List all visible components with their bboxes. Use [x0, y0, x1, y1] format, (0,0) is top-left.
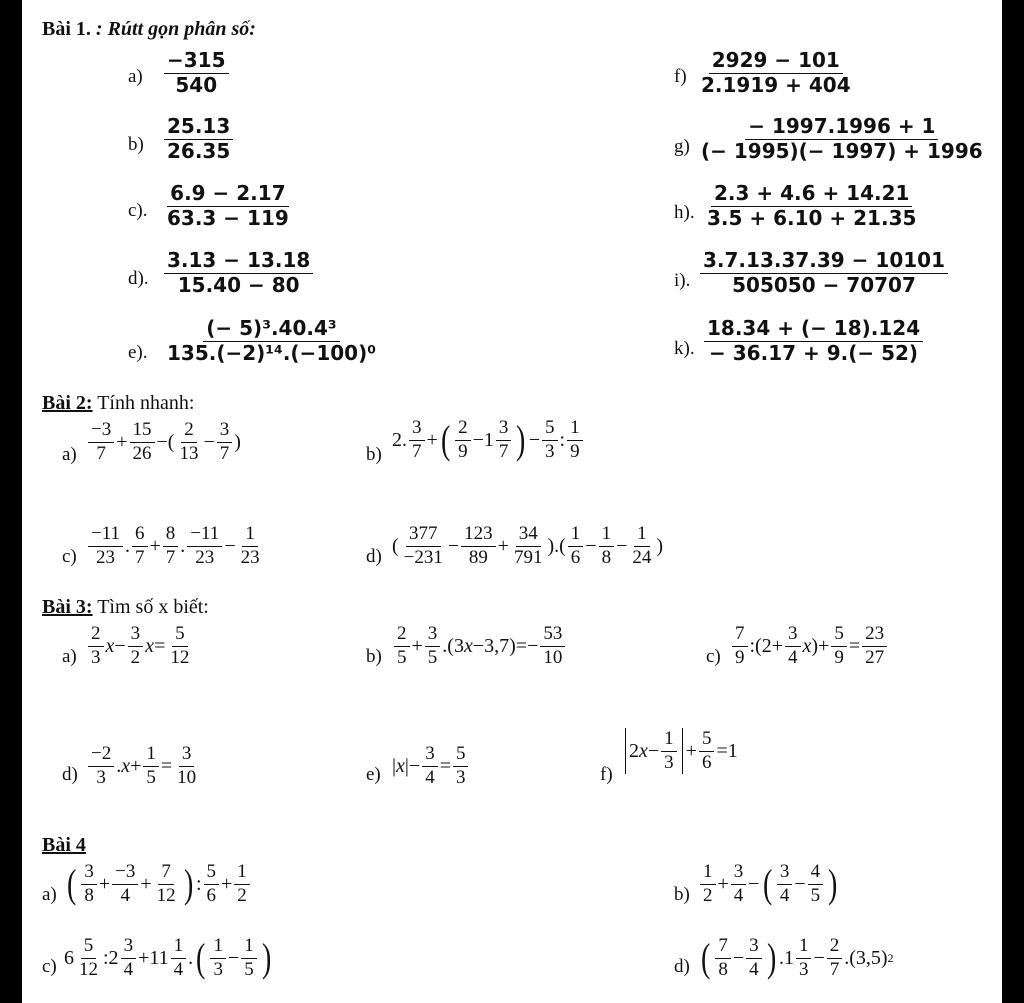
b1-fraction-e: $\frac{\text{(− 5)³.40.4³}}{\text{135.(−2)¹⁴.(−100)⁰}}$	[167, 316, 376, 365]
b3-heading: Bài 3: Tìm số x biết:	[42, 596, 209, 618]
b4-label-b: b)	[674, 884, 690, 905]
b1-fraction-f: $\frac{2929 - 101}{2.1919 + 404}$	[701, 48, 851, 97]
b4-expr-c: 6 $\frac{5}{12}$ :2 $\frac{3}{4}$ +11 $\frac{1}{4}$ . ( $\frac{1}{3}$ − $\frac{1}{5}$ )	[64, 935, 272, 981]
b3-expr-c: $\frac{7}{9}$ :(2+ $\frac{3}{4}$ x )+ $\frac{5}{9}$ = $\frac{23}{27}$	[730, 624, 889, 668]
b1-label-b: b)	[128, 134, 144, 155]
b2-heading: Bài 2: Tính nhanh:	[42, 392, 195, 414]
b4-expr-a: ( $\frac{3}{8}$ + $\frac{-3}{4}$ + $\frac{7}{12}$ ) : $\frac{5}{6}$ + $\frac{1}{2}$	[64, 862, 252, 906]
b3-label-e: e)	[366, 764, 381, 785]
b1-fraction-c: $\frac{6.9 - 2.17}{63.3 - 119}$	[167, 181, 289, 230]
b3-expr-b: $\frac{2}{5}$ + $\frac{3}{5}$ .(3 x −3,7)=− $\frac{53}{10}$	[392, 624, 567, 668]
b1-fraction-i: $\frac{3.7.13.37.39 - 10101}{505050 - 70707}$	[698, 250, 950, 296]
b1-label-e: e).	[128, 342, 148, 363]
b4-expr-b: $\frac{1}{2}$ + $\frac{3}{4}$ − ( $\frac{3}{4}$ − $\frac{4}{5}$ )	[698, 862, 841, 906]
b2-label-a: a)	[62, 444, 77, 465]
b3-label-b: b)	[366, 646, 382, 667]
b4-expr-d: ( $\frac{7}{8}$ − $\frac{3}{4}$ ) .1 $\frac{1}{3}$ − $\frac{2}{7}$ .(3,5) 2	[700, 935, 894, 981]
b1-fraction-g: $\frac{- 1997.1996 + 1}{(- 1995)(- 1997) + 1996}$	[701, 114, 983, 163]
b2-expr-a: $\frac{-3}{7}$ + $\frac{15}{26}$ −( $\frac{2}{13}$ − $\frac{3}{7}$ )	[86, 420, 241, 464]
b1-fraction-k: $\frac{18.34 + (- 18).124}{- 36.17 + 9.(- 52)}$	[702, 318, 925, 364]
b1-label-i: i).	[674, 270, 691, 291]
b2-label-b: b)	[366, 444, 382, 465]
b1-label-k: k).	[674, 338, 695, 359]
b2-label-d: d)	[366, 546, 382, 567]
b1-fraction-h: $\frac{2.3 + 4.6 + 14.21}{3.5 + 6.10 + 21.35}$	[707, 181, 917, 230]
b1-fraction-d: $\frac{3.13 - 13.18}{15.40 - 80}$	[162, 250, 315, 296]
b1-heading	[42, 18, 256, 41]
b3-expr-e: | x |− $\frac{3}{4}$ = $\frac{5}{3}$	[392, 744, 470, 788]
b3-label-c: c)	[706, 646, 721, 667]
b4-label-c: c)	[42, 956, 57, 977]
b1-label-h: h).	[674, 202, 695, 223]
b1-title-text: : Rútt gọn phân số:	[95, 18, 256, 40]
b3-expr-d: $\frac{-2}{3}$ . x + $\frac{1}{5}$ = $\frac{3}{10}$	[86, 744, 201, 788]
b1-label-f: f)	[674, 66, 687, 87]
b1-label-g: g)	[674, 136, 690, 157]
b1-label-d: d).	[128, 268, 149, 289]
b2-expr-d: ( $\frac{377}{-231}$ − $\frac{123}{89}$ + $\frac{34}{791}$ ).( $\frac{1}{6}$ − $\frac{1}{8}$ − $\frac{1}{24}$ )	[392, 523, 664, 568]
b1-label-c: c).	[128, 200, 148, 221]
b3-label-f: f)	[600, 764, 613, 785]
b3-label-a: a)	[62, 646, 77, 667]
b1-title-label: Bài 1.	[42, 18, 91, 40]
b1-fraction-a: $\frac{-315}{540}$	[162, 50, 231, 96]
b3-label-d: d)	[62, 764, 78, 785]
b4-label-d: d)	[674, 956, 690, 977]
b1-fraction-b: $\frac{25.13}{26.35}$	[162, 116, 235, 162]
b3-expr-f: 2 x − $\frac{1}{3}$ + $\frac{5}{6}$ =1	[622, 728, 738, 774]
b2-expr-b: 2. $\frac{3}{7}$ + ( $\frac{2}{9}$ −1 $\frac{3}{7}$ ) − $\frac{5}{3}$ : $\frac{1}{9}$	[392, 418, 585, 462]
b2-label-c: c)	[62, 546, 77, 567]
b4-heading: Bài 4	[42, 834, 86, 856]
b4-label-a: a)	[42, 884, 57, 905]
b3-expr-a: $\frac{2}{3}$ x − $\frac{3}{2}$ x = $\frac{5}{12}$	[86, 624, 194, 668]
document-page	[22, 0, 1002, 1003]
b1-label-a: a)	[128, 66, 143, 87]
b2-expr-c: $\frac{-11}{23}$ . $\frac{6}{7}$ + $\frac{8}{7}$ . $\frac{-11}{23}$ − $\frac{1}{23}$	[86, 524, 265, 568]
